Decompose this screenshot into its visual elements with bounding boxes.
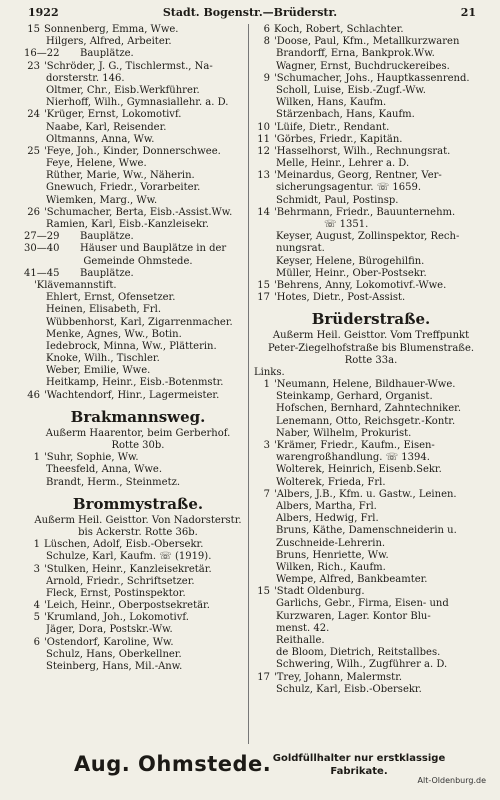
header-page-number: 21 [460, 6, 476, 19]
house-number: 5 [33, 612, 40, 624]
directory-entry [24, 195, 252, 207]
entry-text: Steinberg, Hans, Mil.-Anw. [46, 661, 183, 672]
entry-text: Lenemann, Otto, Reichsgetr.-Kontr. [276, 415, 456, 427]
entry-text: menst. 42. [276, 622, 330, 634]
entry-text: sicherungsagentur. ☏ 1659. [276, 182, 422, 194]
directory-entry [254, 256, 488, 268]
entry-text: Melle, Heinr., Lehrer a. D. [276, 158, 410, 170]
entry-text: 'Trey, Johann, Malermstr. [274, 671, 403, 683]
house-number: 16—22 [24, 48, 60, 60]
house-number: 6 [263, 24, 270, 35]
section-title-brommystrasse: Brommystraße. [72, 494, 204, 513]
entry-text: Iedebrock, Minna, Ww., Plätterin. [46, 340, 217, 352]
page-header [24, 6, 476, 20]
entry-text: 'Krüger, Ernst, Lokomotivf. [44, 109, 182, 121]
entry-text: Keyser, August, Zollinspektor, Rech- [276, 231, 460, 243]
directory-entry [254, 182, 488, 194]
entry-text: Wolterek, Heinrich, Eisenb.Sekr. [276, 464, 442, 476]
house-number: 9 [263, 72, 270, 84]
entry-text: 'Behrmann, Friedr., Bauunternehm. [274, 206, 456, 218]
directory-entry [254, 61, 488, 73]
directory-entry [24, 231, 252, 243]
entry-text: Weber, Emilie, Wwe. [46, 365, 151, 377]
entry-text: 'Doose, Paul, Kfm., Metallkurzwaren [274, 36, 460, 48]
entry-text: Heitkamp, Heinr., Eisb.-Botenmstr. [46, 377, 224, 389]
directory-entry [254, 440, 488, 452]
directory-entry [24, 146, 252, 158]
entry-text: Albers, Martha, Frl. [276, 500, 377, 512]
directory-entry [254, 207, 488, 219]
entry-text: Arnold, Friedr., Schriftsetzer. [46, 575, 195, 587]
entry-text: 'Hasselhorst, Wilh., Rechnungsrat. [274, 145, 451, 157]
directory-entry [254, 452, 488, 464]
house-number: 6 [33, 636, 40, 648]
entry-text: Fleck, Ernst, Postinspektor. [46, 587, 186, 599]
directory-entry [24, 109, 252, 121]
entry-text: 'Hotes, Dietr., Post-Assist. [274, 292, 406, 304]
entry-text: Naber, Wilhelm, Prokurist. [276, 427, 412, 439]
section-title-brakmannsweg: Brakmannsweg. [70, 407, 206, 426]
entry-text: Feye, Helene, Wwe. [46, 158, 147, 170]
directory-entry [24, 61, 252, 73]
directory-entry [254, 416, 488, 428]
house-number: 15 [257, 586, 270, 598]
directory-entry [254, 158, 488, 170]
section-note: Außerm Heil. Geisttor. Vom Treffpunkt [272, 330, 470, 342]
directory-entry [24, 390, 252, 402]
directory-entry [254, 574, 488, 586]
entry-text: 'Albers, J.B., Kfm. u. Gastw., Leinen. [274, 488, 457, 500]
entry-text: Albers, Hedwig, Frl. [276, 513, 379, 525]
directory-entry [254, 195, 488, 207]
entry-text: 'Feye, Joh., Kinder, Donnerschwee. [44, 145, 221, 157]
entry-text: 'Suhr, Sophie, Ww. [44, 452, 139, 464]
section-note: Außerm Haarentor, beim Gerberhof. [45, 427, 231, 439]
entry-text: Schmidt, Paul, Postinsp. [276, 194, 399, 206]
entry-text: Wübbenhorst, Karl, Zigarrenmacher. [46, 316, 233, 328]
directory-entry [24, 158, 252, 170]
entry-text: Wilken, Rich., Kaufm. [276, 561, 386, 573]
entry-text: Garlichs, Gebr., Firma, Eisen- und [276, 598, 449, 610]
directory-entry [254, 659, 488, 671]
entry-text: 'Klävemannstift. [34, 279, 117, 291]
bruederstrasse-listing [254, 379, 488, 696]
ad-line: Goldfüllhalter nur erstklassige [272, 753, 446, 764]
directory-entry [24, 637, 252, 649]
house-number: 10 [257, 121, 270, 133]
directory-entry [24, 329, 252, 341]
brakmannsweg-listing [24, 452, 252, 489]
entry-text: Oltmer, Chr., Eisb.Werkführer. [46, 84, 200, 96]
directory-entry [254, 379, 488, 391]
entry-text: Scholl, Luise, Eisb.-Zugf.-Ww. [276, 84, 426, 96]
entry-text: Gnewuch, Friedr., Vorarbeiter. [46, 182, 201, 194]
directory-entry [24, 377, 252, 389]
house-number: 1 [263, 379, 270, 391]
watermark: Alt-Oldenburg.de [417, 776, 486, 785]
directory-entry [254, 684, 488, 696]
house-number: 7 [263, 488, 270, 500]
directory-entry [254, 73, 488, 85]
directory-entry [254, 611, 488, 623]
directory-entry [24, 612, 252, 624]
directory-entry [254, 85, 488, 97]
entry-text: Müller, Heinr., Ober-Postsekr. [276, 267, 427, 279]
entry-text: Brandt, Herm., Steinmetz. [46, 476, 181, 488]
house-number: 8 [263, 36, 270, 48]
entry-text: dorsterstr. 146. [46, 72, 125, 84]
directory-entry [254, 623, 488, 635]
entry-text: 'Wachtendorf, Hinr., Lagermeister. [44, 389, 220, 401]
house-number: 4 [33, 600, 40, 612]
entry-text: Steinkamp, Gerhard, Organist. [276, 391, 433, 403]
entry-text: Sonnenberg, Emma, Wwe. [44, 24, 179, 35]
directory-entry [254, 391, 488, 403]
entry-text: Oltmanns, Anna, Ww. [46, 133, 155, 145]
directory-entry [24, 122, 252, 134]
directory-entry [24, 304, 252, 316]
entry-text: Schulz, Karl, Eisb.-Obersekr. [276, 683, 422, 695]
entry-text: Bruns, Henriette, Ww. [276, 549, 389, 561]
section-note: Außerm Heil. Geisttor. Von Nadorsterstr. [34, 514, 242, 526]
directory-entry [254, 562, 488, 574]
entry-text: Schulze, Karl, Kaufm. ☏ (1919). [46, 551, 212, 563]
directory-entry [254, 170, 488, 182]
directory-entry [24, 341, 252, 353]
entry-text: 'Stulken, Heinr., Kanzleisekretär. [44, 563, 212, 575]
house-number: 25 [27, 145, 40, 157]
entry-text: 'Ostendorf, Karoline, Ww. [44, 636, 174, 648]
entry-text: Naabe, Karl, Reisender. [46, 121, 167, 133]
directory-entry [254, 598, 488, 610]
entry-text: 'Leich, Heinr., Oberpostsekretär. [44, 600, 210, 612]
header-title: Stadt. Bogenstr.—Brüderstr. [162, 6, 338, 19]
entry-text: Ramien, Karl, Eisb.-Kanzleisekr. [46, 219, 209, 230]
directory-entry [254, 635, 488, 647]
directory-entry [24, 452, 252, 464]
directory-entry [254, 501, 488, 513]
directory-entry [24, 256, 252, 268]
entry-text: 'Schumacher, Berta, Eisb.-Assist.Ww. [44, 206, 233, 218]
directory-entry [24, 464, 252, 476]
directory-entry [254, 146, 488, 158]
directory-entry [24, 292, 252, 304]
directory-entry [24, 551, 252, 563]
directory-entry [254, 672, 488, 684]
entry-text: Schulz, Hans, Oberkellner. [46, 648, 182, 660]
directory-entry [24, 600, 252, 612]
directory-entry [254, 231, 488, 243]
entry-text: Reithalle. [276, 635, 325, 646]
entry-text: Bruns, Käthe, Damenschneiderin u. [276, 525, 457, 537]
section-title-bruederstrasse: Brüderstraße. [311, 310, 431, 329]
directory-entry [24, 85, 252, 97]
house-number: 30—40 [24, 243, 60, 255]
directory-entry [254, 243, 488, 255]
directory-entry [254, 586, 488, 598]
directory-entry [254, 538, 488, 550]
directory-entry [24, 24, 252, 36]
directory-entry [24, 73, 252, 85]
advertisement-text [254, 752, 464, 778]
entry-text: 'Krämer, Friedr., Kaufm., Eisen- [274, 440, 435, 451]
directory-entry [24, 477, 252, 489]
side-label-links: Links. [254, 366, 285, 378]
header-year: 1922 [28, 6, 59, 19]
entry-text: Kurzwaren, Lager. Kontor Blu- [276, 610, 431, 622]
entry-text: Zuschneide-Lehrerin. [276, 537, 386, 549]
directory-entry [24, 588, 252, 600]
house-number: 3 [263, 440, 270, 451]
directory-entry [254, 219, 488, 231]
directory-entry [24, 661, 252, 673]
house-number: 17 [257, 671, 270, 683]
entry-text: Nierhoff, Wilh., Gymnasiallehr. a. D. [46, 97, 229, 109]
house-number: 1 [33, 452, 40, 464]
right-column [254, 24, 488, 696]
entry-text: ☏ 1351. [324, 219, 369, 230]
entry-text: de Bloom, Dietrich, Reitstallbes. [276, 647, 441, 659]
entry-text: 'Görbes, Friedr., Kapitän. [274, 133, 403, 145]
entry-text: 'Lüife, Dietr., Rendant. [274, 121, 390, 133]
entry-text: 'Behrens, Anny, Lokomotivf.-Wwe. [274, 279, 447, 291]
directory-entry [254, 134, 488, 146]
entry-text: Wiemken, Marg., Ww. [46, 194, 158, 206]
entry-text: Wilken, Hans, Kaufm. [276, 97, 387, 109]
entry-text: warengroßhandlung. ☏ 1394. [276, 452, 430, 464]
directory-entry [24, 36, 252, 48]
house-number: 15 [257, 279, 270, 291]
directory-entry [24, 219, 252, 231]
directory-entry [24, 134, 252, 146]
directory-entry [24, 243, 252, 255]
house-number: 11 [257, 133, 270, 145]
directory-entry [254, 428, 488, 440]
directory-entry [24, 576, 252, 588]
directory-entry [24, 280, 252, 292]
entry-text: Brandorff, Erna, Bankprok.Ww. [276, 48, 435, 60]
directory-entry [254, 550, 488, 562]
entry-text: Hilgers, Alfred, Arbeiter. [46, 36, 172, 48]
house-number: 23 [27, 60, 40, 72]
house-number: 17 [257, 292, 270, 304]
entry-text: 'Schröder, J. G., Tischlermst., Na- [44, 60, 213, 72]
house-number: 13 [257, 170, 270, 182]
bogenstrasse-listing-continued [254, 24, 488, 304]
entry-text: 'Meinardus, Georg, Rentner, Ver- [274, 170, 442, 182]
entry-text: Rüther, Marie, Ww., Näherin. [46, 170, 195, 182]
directory-entry [24, 624, 252, 636]
entry-text: Knoke, Wilh., Tischler. [46, 353, 160, 365]
directory-entry [24, 317, 252, 329]
section-note: Peter-Ziegelhofstraße bis Blumenstraße. [267, 342, 475, 354]
directory-entry [24, 564, 252, 576]
directory-entry [24, 649, 252, 661]
entry-text: Bauplätze. [80, 267, 134, 279]
house-number: 27—29 [24, 231, 60, 243]
entry-text: Wempe, Alfred, Bankbeamter. [276, 574, 428, 586]
entry-text: 'Schumacher, Johs., Hauptkassenrend. [274, 72, 470, 84]
directory-entry [254, 464, 488, 476]
entry-text: Wolterek, Frieda, Frl. [276, 476, 386, 488]
directory-entry [24, 207, 252, 219]
directory-entry [254, 525, 488, 537]
entry-text: Stärzenbach, Hans, Kaufm. [276, 109, 415, 121]
entry-text: nungsrat. [276, 243, 325, 255]
entry-text: Bauplätze. [80, 231, 134, 243]
house-number: 26 [27, 206, 40, 218]
directory-entry [254, 109, 488, 121]
house-number: 12 [257, 145, 270, 157]
directory-entry [24, 182, 252, 194]
house-number: 3 [33, 563, 40, 575]
directory-entry [24, 170, 252, 182]
house-number: 15 [27, 24, 40, 35]
directory-entry [254, 292, 488, 304]
directory-entry [254, 647, 488, 659]
house-number: 46 [27, 389, 40, 401]
house-number: 14 [257, 206, 270, 218]
directory-entry [254, 97, 488, 109]
ad-line: Fabrikate. [330, 766, 388, 777]
entry-text: Menke, Agnes, Ww., Botin. [46, 328, 182, 340]
directory-entry [254, 24, 488, 36]
directory-entry [254, 280, 488, 292]
entry-text: 'Krumland, Joh., Lokomotivf. [44, 612, 189, 624]
entry-text: Wagner, Ernst, Buchdruckereibes. [276, 60, 450, 72]
directory-entry [254, 122, 488, 134]
advertisement-footer [24, 750, 486, 790]
directory-entry [24, 365, 252, 377]
entry-text: Schwering, Wilh., Zugführer a. D. [276, 659, 448, 671]
directory-entry [254, 513, 488, 525]
bogenstrasse-listing [24, 24, 252, 402]
advertiser-name: Aug. Ohmstede. [74, 752, 272, 776]
directory-entry [24, 48, 252, 60]
entry-text: Hofschen, Bernhard, Zahntechniker. [276, 403, 462, 415]
house-number: 24 [27, 109, 40, 121]
directory-entry [24, 268, 252, 280]
entry-text: Jäger, Dora, Postskr.-Ww. [46, 624, 173, 636]
section-note: Rotte 30b. [111, 440, 165, 451]
section-note: Rotte 33a. [344, 354, 398, 366]
entry-text: Bauplätze. [80, 48, 134, 60]
entry-text: Koch, Robert, Schlachter. [274, 24, 404, 35]
house-number: 41—45 [24, 267, 60, 279]
house-number: 1 [33, 539, 40, 551]
directory-entry [254, 36, 488, 48]
directory-entry [254, 268, 488, 280]
brommystrasse-listing [24, 539, 252, 673]
directory-entry [254, 477, 488, 489]
directory-entry [254, 489, 488, 501]
directory-entry [24, 539, 252, 551]
directory-entry [24, 97, 252, 109]
entry-text: 'Neumann, Helene, Bildhauer-Wwe. [274, 379, 456, 391]
entry-text: 'Stadt Oldenburg. [274, 586, 365, 598]
entry-text: Häuser und Bauplätze in der [80, 243, 227, 255]
section-note: bis Ackerstr. Rotte 36b. [78, 526, 198, 538]
entry-text: Lüschen, Adolf, Eisb.-Obersekr. [44, 539, 204, 551]
entry-text: Keyser, Helene, Bürogehilfin. [276, 255, 425, 267]
entry-text: Heinen, Elisabeth, Frl. [46, 304, 162, 316]
entry-text: Theesfeld, Anna, Wwe. [46, 464, 163, 476]
directory-entry [24, 353, 252, 365]
entry-text: Ehlert, Ernst, Ofensetzer. [46, 292, 176, 304]
left-column [24, 24, 252, 673]
entry-text: Gemeinde Ohmstede. [83, 255, 193, 267]
directory-entry [254, 48, 488, 60]
directory-entry [254, 403, 488, 415]
